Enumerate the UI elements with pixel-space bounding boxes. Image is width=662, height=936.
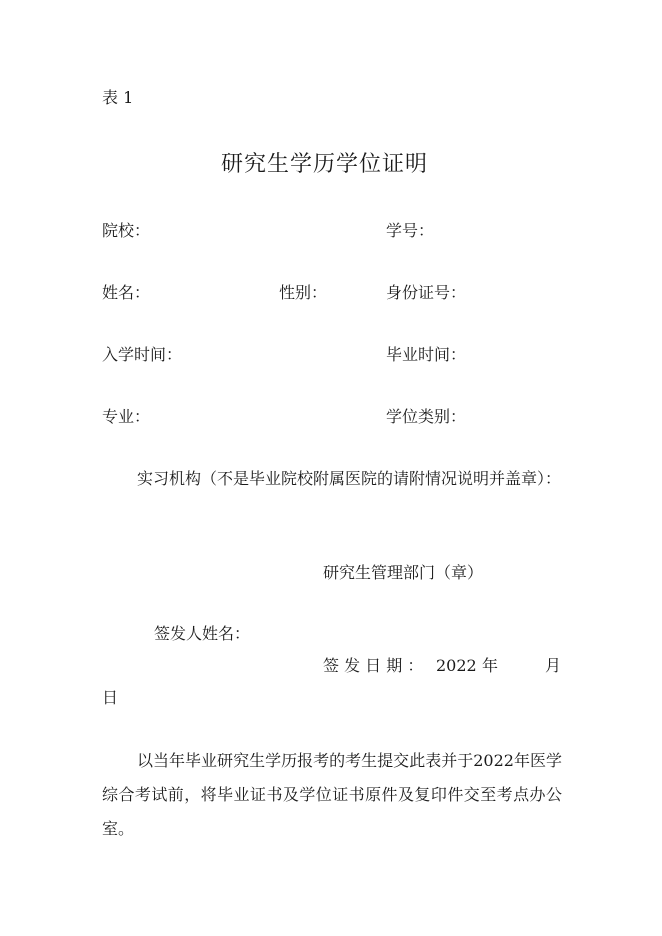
document-title: 研究生学历学位证明	[221, 152, 429, 177]
enroll-time-label: 入学时间：	[102, 345, 183, 364]
sign-date-month-unit: 月	[545, 656, 562, 675]
signer-name-label: 签发人姓名：	[154, 624, 251, 643]
name-label: 姓名：	[102, 283, 151, 302]
grad-time-label: 毕业时间：	[386, 345, 467, 364]
footer-note-paragraph: 以当年毕业研究生学历报考的考生提交此表并于2022年医学综合考试前，将毕业证书及学位证书原件及复印件交至考点办公室。	[102, 751, 562, 838]
student-id-label: 学号：	[386, 221, 435, 240]
internship-paragraph: 实习机构（不是毕业院校附属医院的请附情况说明并盖章）：	[137, 469, 562, 488]
dept-stamp-label: 研究生管理部门（章）	[323, 563, 484, 582]
sign-date-label: 签 发 日 期 ：	[323, 656, 424, 675]
sign-date-day-unit: 日	[102, 688, 119, 707]
major-label: 专业：	[102, 407, 151, 426]
id-number-label: 身份证号：	[386, 283, 467, 302]
degree-type-label: 学位类别：	[386, 407, 467, 426]
sign-date-year-unit: 年	[482, 656, 499, 675]
gender-label: 性别：	[279, 283, 328, 302]
table-label: 表 1	[102, 88, 134, 107]
sign-date-year: 2022	[436, 656, 477, 675]
school-label: 院校：	[102, 221, 151, 240]
